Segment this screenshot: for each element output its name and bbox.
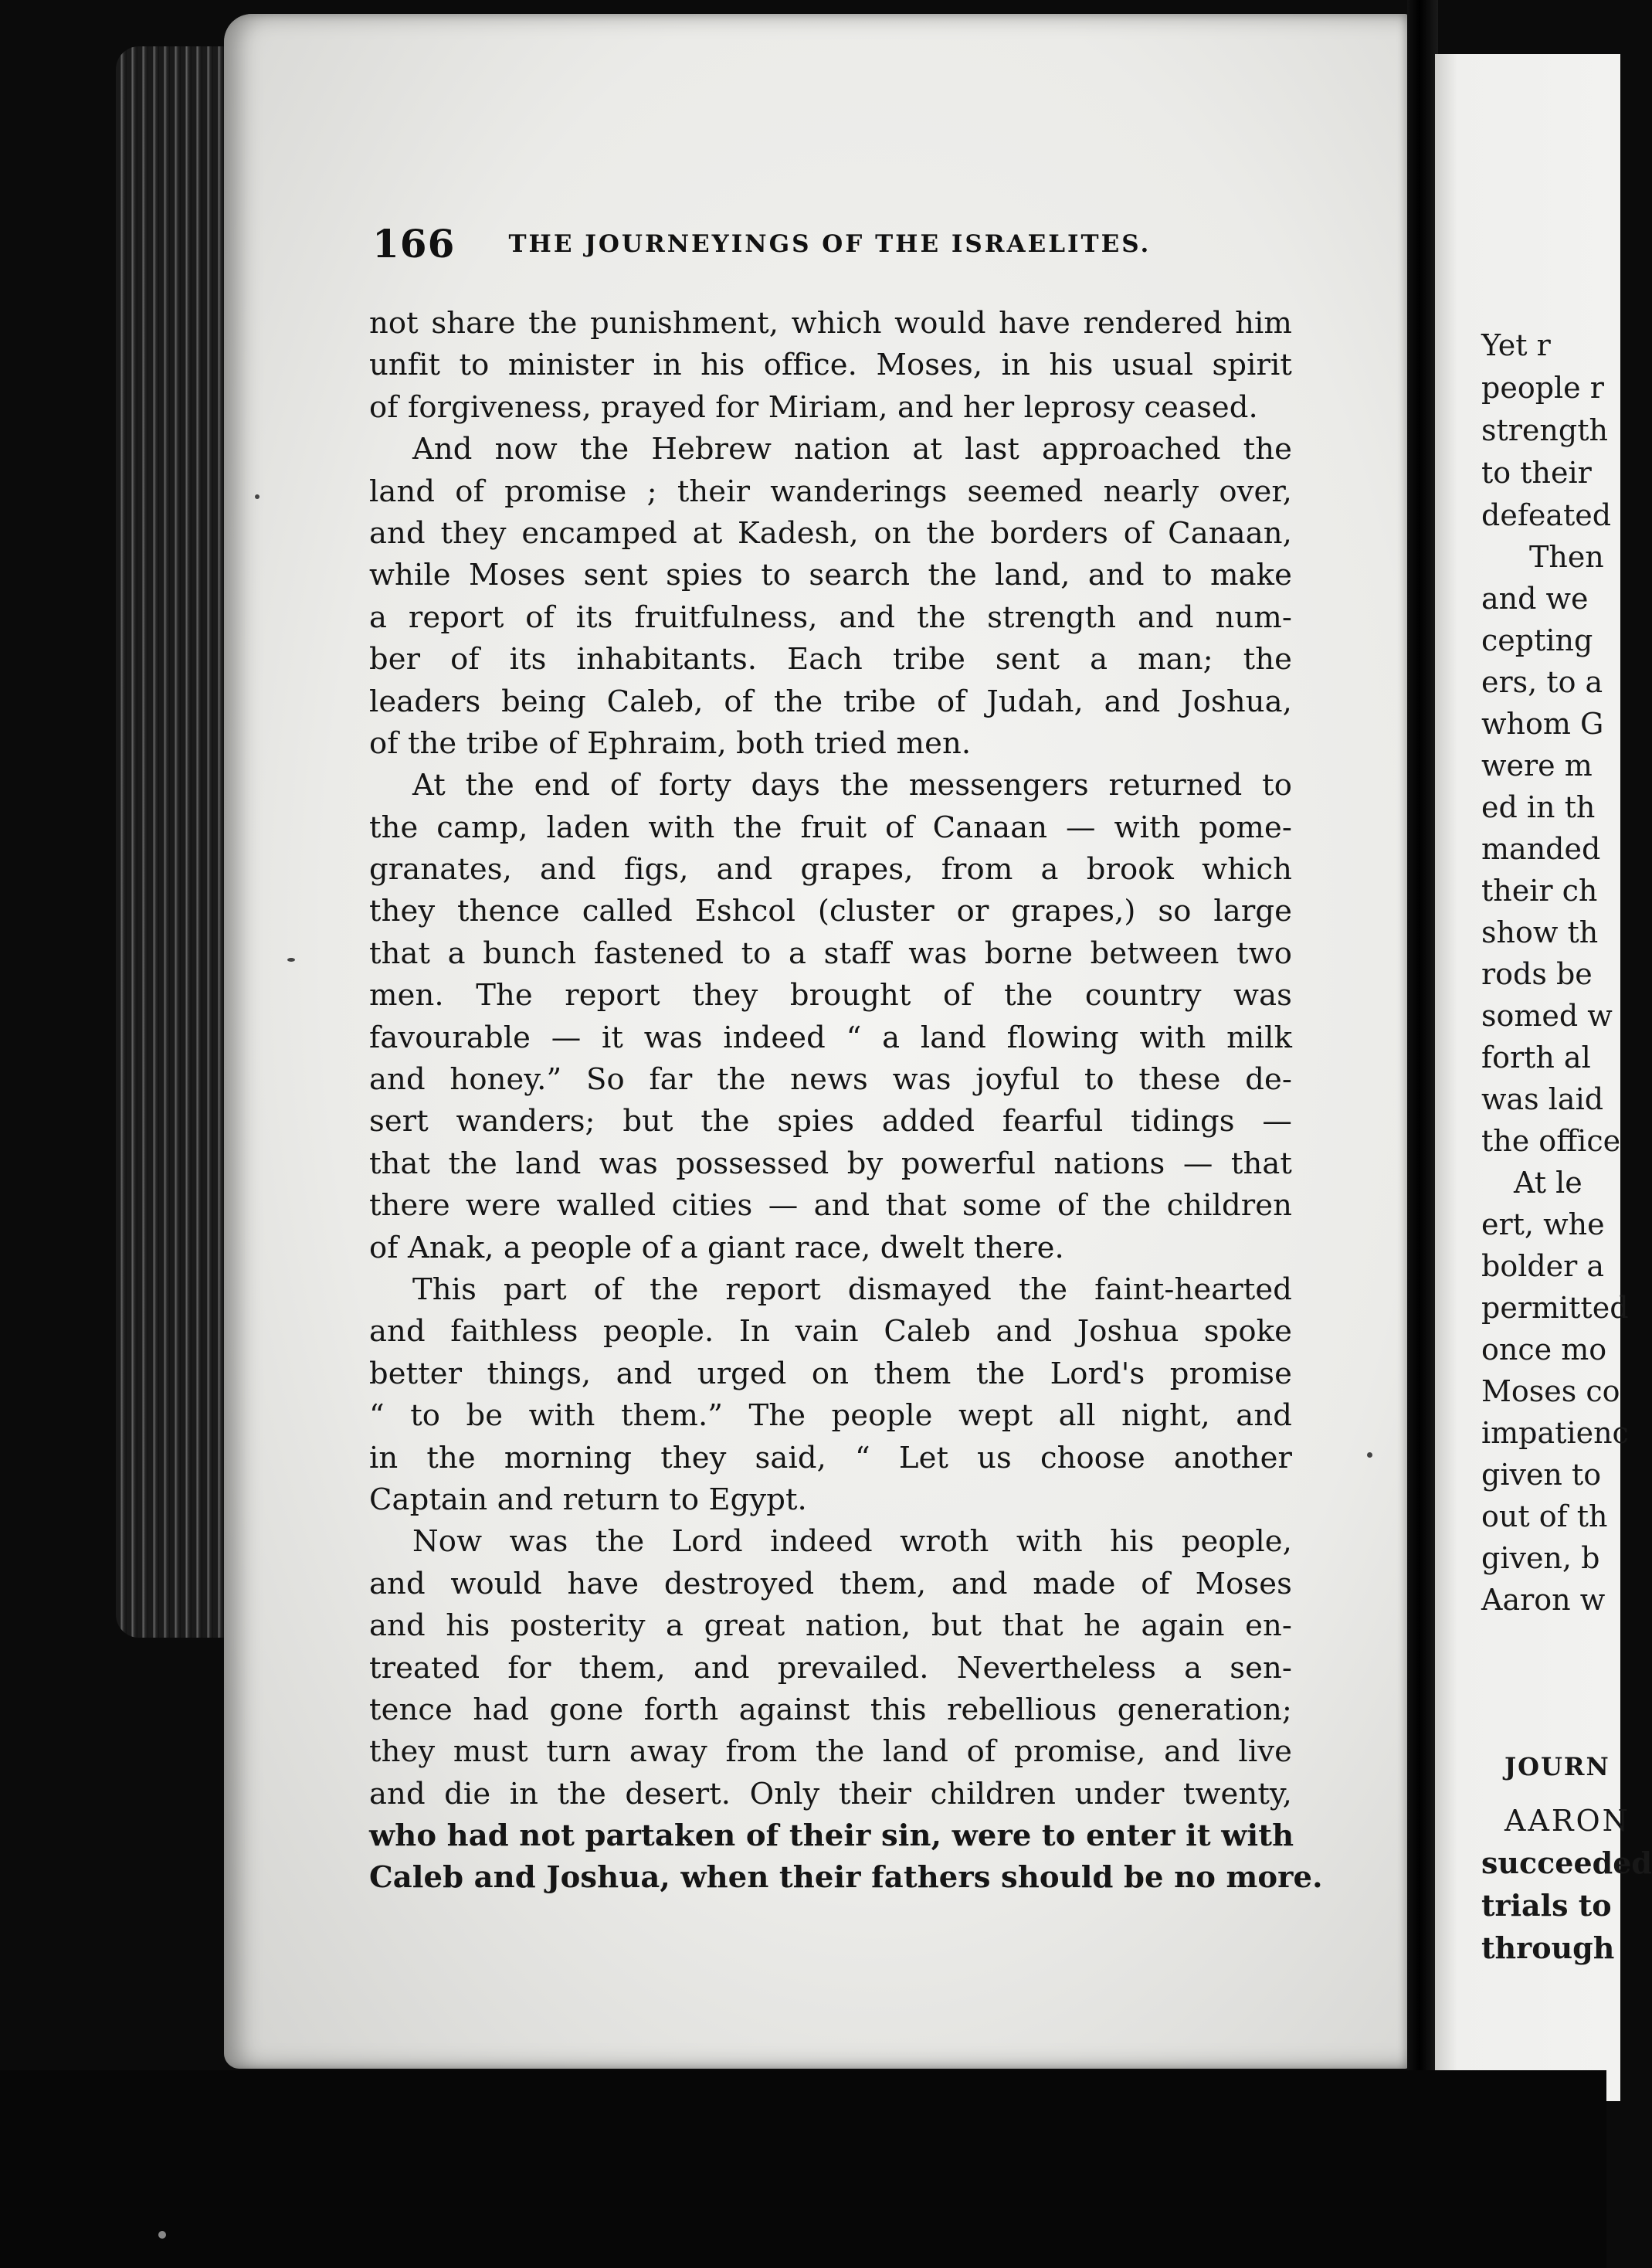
- body-text: [369, 303, 1323, 1900]
- dust-speck: [287, 958, 295, 962]
- text-line: At the end of forty days the messengers returned to: [412, 768, 1292, 803]
- right-text-line: Then: [1529, 540, 1604, 574]
- text-line: that the land was possessed by powerful nations — that: [369, 1146, 1292, 1181]
- right-text-line: given to: [1481, 1458, 1602, 1492]
- running-title: THE JOURNEYINGS OF THE ISRAELITES.: [508, 229, 1152, 258]
- right-text-line: was laid: [1481, 1082, 1604, 1116]
- text-line: the camp, laden with the fruit of Canaan — with pome-: [369, 810, 1292, 845]
- right-text-line: manded: [1481, 832, 1601, 866]
- text-line: men. The report they brought of the country was: [369, 978, 1292, 1013]
- text-line: treated for them, and prevailed. Nevertheless a sen-: [369, 1650, 1292, 1686]
- page-number: 166: [372, 221, 456, 267]
- right-text-line: whom G: [1481, 707, 1604, 741]
- text-line: they thence called Eshcol (cluster or grapes,) so large: [369, 894, 1292, 929]
- text-line: of the tribe of Ephraim, both tried men.: [369, 725, 972, 761]
- right-text-line: show th: [1481, 915, 1599, 949]
- text-line: they must turn away from the land of promise, and live: [369, 1734, 1292, 1770]
- text-line: of Anak, a people of a giant race, dwelt there.: [369, 1230, 1064, 1265]
- text-line: a report of its fruitfulness, and the strength and num-: [369, 599, 1292, 635]
- text-line: and honey.” So far the news was joyful to these de-: [369, 1062, 1292, 1098]
- right-text-line: Yet r: [1481, 328, 1551, 362]
- text-line: Captain and return to Egypt.: [369, 1482, 807, 1517]
- right-text-line: defeated: [1481, 498, 1612, 532]
- text-line: and they encamped at Kadesh, on the borders of Canaan,: [369, 515, 1292, 551]
- right-text-line: once mo: [1481, 1333, 1607, 1367]
- right-text-line: ers, to a: [1481, 665, 1603, 699]
- dust-speck: [158, 2231, 166, 2239]
- right-text-line: forth al: [1481, 1041, 1591, 1075]
- text-line: And now the Hebrew nation at last approached the: [412, 432, 1292, 467]
- right-text-line: somed w: [1481, 999, 1613, 1033]
- text-line: Caleb and Joshua, when their fathers should be no more.: [369, 1860, 1323, 1896]
- right-text-line: AARON: [1504, 1804, 1630, 1838]
- text-line: of forgiveness, prayed for Miriam, and her leprosy ceased.: [369, 389, 1258, 425]
- text-line: in the morning they said, “ Let us choose another: [369, 1440, 1292, 1475]
- right-text-line: strength: [1481, 413, 1608, 447]
- right-section-heading: JOURN: [1504, 1752, 1610, 1781]
- right-text-line: rods be: [1481, 957, 1593, 991]
- right-text-line: trials to: [1481, 1888, 1612, 1923]
- text-line: there were walled cities — and that some of the children: [369, 1188, 1292, 1224]
- right-text-line: the office: [1481, 1124, 1621, 1158]
- right-text-line: their ch: [1481, 874, 1598, 908]
- text-line: tence had gone forth against this rebellious generation;: [369, 1692, 1292, 1727]
- right-text-line: bolder a: [1481, 1249, 1605, 1283]
- text-line: Now was the Lord indeed wroth with his people,: [412, 1524, 1292, 1560]
- running-head: [372, 221, 1299, 267]
- text-line: “ to be with them.” The people wept all night, and: [369, 1398, 1292, 1434]
- right-text-line: to their: [1481, 456, 1592, 490]
- text-line: and would have destroyed them, and made of Moses: [369, 1566, 1292, 1601]
- text-line: leaders being Caleb, of the tribe of Judah, and Joshua,: [369, 684, 1292, 719]
- right-text-line: permitted: [1481, 1291, 1629, 1325]
- right-text-line: people r: [1481, 371, 1604, 405]
- right-text-line: cepting: [1481, 623, 1593, 657]
- dust-speck: [255, 494, 260, 499]
- book-page-edges: [116, 46, 239, 1638]
- text-line: and die in the desert. Only their children under twenty,: [369, 1776, 1292, 1811]
- text-line: that a bunch fastened to a staff was borne between two: [369, 935, 1292, 971]
- right-text-line: ed in th: [1481, 790, 1596, 824]
- right-text-line: Moses co: [1481, 1374, 1620, 1408]
- right-text-line: and we: [1481, 582, 1589, 616]
- text-line: granates, and figs, and grapes, from a brook which: [369, 852, 1292, 888]
- text-line: and his posterity a great nation, but that he again en-: [369, 1608, 1292, 1644]
- text-line: This part of the report dismayed the faint-hearted: [412, 1272, 1292, 1307]
- text-line: not share the punishment, which would have rendered him: [369, 306, 1292, 341]
- text-line: ber of its inhabitants. Each tribe sent a man; the: [369, 642, 1292, 677]
- right-text-line: were m: [1481, 749, 1593, 783]
- book-gutter: [1407, 0, 1438, 2268]
- text-line: sert wanders; but the spies added fearful tidings —: [369, 1104, 1292, 1139]
- dust-speck: [1367, 1452, 1372, 1458]
- right-text-line: Aaron w: [1481, 1583, 1606, 1617]
- text-line: land of promise ; their wanderings seemed nearly over,: [369, 474, 1292, 509]
- text-line: favourable — it was indeed “ a land flowing with milk: [369, 1020, 1292, 1055]
- scan-background: [0, 2070, 1606, 2268]
- right-text-line: At le: [1514, 1166, 1582, 1200]
- right-text-line: out of th: [1481, 1499, 1608, 1533]
- text-line: unfit to minister in his office. Moses, in his usual spirit: [369, 348, 1292, 383]
- right-text-line: impatienc: [1481, 1416, 1629, 1450]
- text-line: while Moses sent spies to search the land, and to make: [369, 558, 1292, 593]
- text-line: better things, and urged on them the Lord's promise: [369, 1356, 1292, 1391]
- right-text-line: ert, whe: [1481, 1207, 1605, 1241]
- right-text-line: given, b: [1481, 1541, 1600, 1575]
- right-text-line: succeeded: [1481, 1845, 1652, 1880]
- right-text-line: through: [1481, 1930, 1615, 1965]
- text-line: and faithless people. In vain Caleb and Joshua spoke: [369, 1314, 1292, 1350]
- text-line: who had not partaken of their sin, were to enter it with: [369, 1818, 1294, 1854]
